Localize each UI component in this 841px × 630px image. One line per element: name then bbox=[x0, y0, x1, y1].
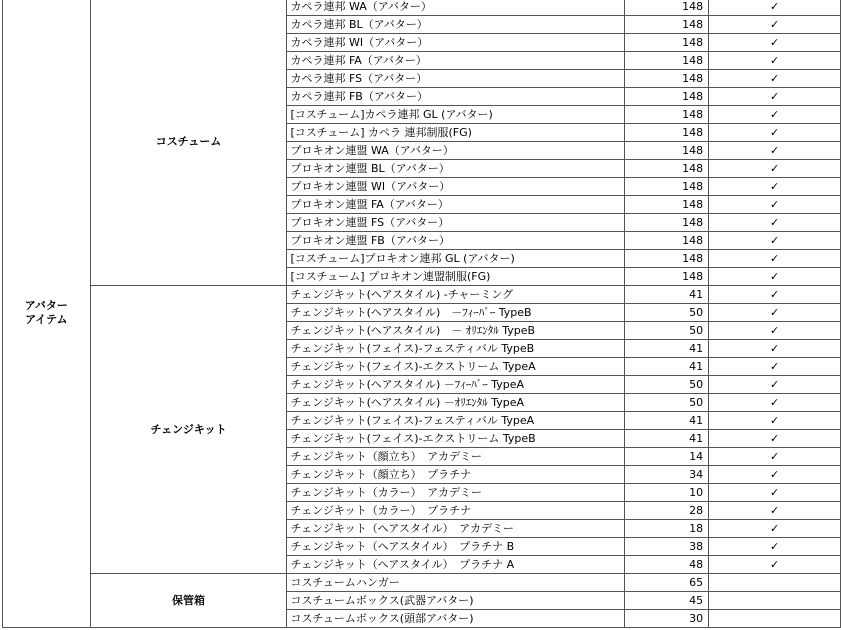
check-mark-icon bbox=[709, 610, 841, 628]
check-mark-icon: ✓ bbox=[709, 232, 841, 250]
item-name-cell: カペラ連邦 WA（アバター） bbox=[287, 0, 624, 16]
price-cell: 148 bbox=[624, 268, 708, 286]
item-name-cell: チェンジキット（顔立ち） プラチナ bbox=[287, 466, 624, 484]
item-name-cell: コスチュームボックス(頭部アバター) bbox=[287, 610, 624, 628]
price-cell: 48 bbox=[624, 556, 708, 574]
item-name-cell: カペラ連邦 FA（アバター） bbox=[287, 52, 624, 70]
table-row bbox=[3, 0, 841, 16]
price-cell: 148 bbox=[624, 16, 708, 34]
price-cell: 148 bbox=[624, 70, 708, 88]
item-name-cell: チェンジキット（カラー） アカデミー bbox=[287, 484, 624, 502]
item-name-cell: チェンジキット（カラー） プラチナ bbox=[287, 502, 624, 520]
item-name-cell: プロキオン連盟 WI（アバター） bbox=[287, 178, 624, 196]
group-name-cell: 保管箱 bbox=[90, 574, 287, 628]
item-name-cell: チェンジキット(フェイス)-エクストリーム TypeA bbox=[287, 358, 624, 376]
price-cell: 41 bbox=[624, 430, 708, 448]
check-mark-icon: ✓ bbox=[709, 484, 841, 502]
price-cell: 148 bbox=[624, 52, 708, 70]
check-mark-icon: ✓ bbox=[709, 70, 841, 88]
item-name-cell: チェンジキット（ヘアスタイル） プラチナ B bbox=[287, 538, 624, 556]
item-name-cell: チェンジキット(フェイス)-エクストリーム TypeB bbox=[287, 430, 624, 448]
item-name-cell: チェンジキット(ヘアスタイル) －ﾌｨｰﾊﾞｰ TypeB bbox=[287, 304, 624, 322]
table-row bbox=[3, 574, 841, 592]
item-name-cell: [コスチューム]カペラ連邦 GL (アバター) bbox=[287, 106, 624, 124]
table-row bbox=[3, 286, 841, 304]
item-name-cell: コスチュームボックス(武器アバター) bbox=[287, 592, 624, 610]
check-mark-icon: ✓ bbox=[709, 16, 841, 34]
check-mark-icon: ✓ bbox=[709, 214, 841, 232]
check-mark-icon: ✓ bbox=[709, 268, 841, 286]
check-mark-icon: ✓ bbox=[709, 142, 841, 160]
table-body bbox=[3, 0, 841, 628]
check-mark-icon: ✓ bbox=[709, 0, 841, 16]
price-cell: 10 bbox=[624, 484, 708, 502]
price-cell: 34 bbox=[624, 466, 708, 484]
price-cell: 18 bbox=[624, 520, 708, 538]
check-mark-icon bbox=[709, 574, 841, 592]
item-name-cell: チェンジキット(ヘアスタイル) －ﾌｨｰﾊﾞｰ TypeA bbox=[287, 376, 624, 394]
category-label-line1: アバター bbox=[24, 298, 68, 312]
check-mark-icon: ✓ bbox=[709, 376, 841, 394]
price-cell: 28 bbox=[624, 502, 708, 520]
item-name-cell: チェンジキット(ヘアスタイル) － ｵﾘｴﾝﾀﾙ TypeB bbox=[287, 322, 624, 340]
item-name-cell: チェンジキット（ヘアスタイル） アカデミー bbox=[287, 520, 624, 538]
item-name-cell: チェンジキット（顔立ち） アカデミー bbox=[287, 448, 624, 466]
group-name-cell: コスチューム bbox=[90, 0, 287, 286]
check-mark-icon: ✓ bbox=[709, 250, 841, 268]
item-name-cell: [コスチューム]プロキオン連邦 GL (アバター) bbox=[287, 250, 624, 268]
check-mark-icon: ✓ bbox=[709, 358, 841, 376]
check-mark-icon: ✓ bbox=[709, 412, 841, 430]
check-mark-icon: ✓ bbox=[709, 34, 841, 52]
check-mark-icon: ✓ bbox=[709, 124, 841, 142]
price-cell: 41 bbox=[624, 340, 708, 358]
item-name-cell: チェンジキット(フェイス)-フェスティバル TypeB bbox=[287, 340, 624, 358]
check-mark-icon: ✓ bbox=[709, 322, 841, 340]
item-name-cell: コスチュームハンガー bbox=[287, 574, 624, 592]
price-cell: 50 bbox=[624, 304, 708, 322]
item-name-cell: プロキオン連盟 FA（アバター） bbox=[287, 196, 624, 214]
check-mark-icon: ✓ bbox=[709, 88, 841, 106]
item-name-cell: チェンジキット(ヘアスタイル) -チャーミング bbox=[287, 286, 624, 304]
price-cell: 148 bbox=[624, 106, 708, 124]
item-name-cell: カペラ連邦 FB（アバター） bbox=[287, 88, 624, 106]
category-cell bbox=[3, 0, 91, 628]
item-name-cell: [コスチューム] プロキオン連盟制服(FG) bbox=[287, 268, 624, 286]
check-mark-icon: ✓ bbox=[709, 52, 841, 70]
item-name-cell: カペラ連邦 FS（アバター） bbox=[287, 70, 624, 88]
group-name-cell: チェンジキット bbox=[90, 286, 287, 574]
price-cell: 45 bbox=[624, 592, 708, 610]
price-cell: 50 bbox=[624, 394, 708, 412]
check-mark-icon: ✓ bbox=[709, 178, 841, 196]
category-label-line2: アイテム bbox=[25, 312, 68, 326]
price-cell: 148 bbox=[624, 124, 708, 142]
item-name-cell: チェンジキット（ヘアスタイル） プラチナ A bbox=[287, 556, 624, 574]
price-cell: 41 bbox=[624, 412, 708, 430]
check-mark-icon: ✓ bbox=[709, 394, 841, 412]
price-cell: 14 bbox=[624, 448, 708, 466]
price-cell: 148 bbox=[624, 142, 708, 160]
price-cell: 30 bbox=[624, 610, 708, 628]
check-mark-icon: ✓ bbox=[709, 430, 841, 448]
item-name-cell: プロキオン連盟 FB（アバター） bbox=[287, 232, 624, 250]
price-cell: 148 bbox=[624, 34, 708, 52]
check-mark-icon: ✓ bbox=[709, 466, 841, 484]
price-cell: 41 bbox=[624, 286, 708, 304]
item-name-cell: プロキオン連盟 BL（アバター） bbox=[287, 160, 624, 178]
price-cell: 41 bbox=[624, 358, 708, 376]
item-name-cell: カペラ連邦 WI（アバター） bbox=[287, 34, 624, 52]
price-cell: 50 bbox=[624, 322, 708, 340]
price-cell: 38 bbox=[624, 538, 708, 556]
price-cell: 148 bbox=[624, 214, 708, 232]
price-cell: 148 bbox=[624, 88, 708, 106]
price-cell: 148 bbox=[624, 0, 708, 16]
check-mark-icon: ✓ bbox=[709, 520, 841, 538]
check-mark-icon: ✓ bbox=[709, 304, 841, 322]
item-name-cell: プロキオン連盟 WA（アバター） bbox=[287, 142, 624, 160]
price-cell: 148 bbox=[624, 160, 708, 178]
item-name-cell: チェンジキット(ヘアスタイル) －ｵﾘｴﾝﾀﾙ TypeA bbox=[287, 394, 624, 412]
item-name-cell: カペラ連邦 BL（アバター） bbox=[287, 16, 624, 34]
check-mark-icon: ✓ bbox=[709, 286, 841, 304]
check-mark-icon: ✓ bbox=[709, 160, 841, 178]
price-cell: 148 bbox=[624, 178, 708, 196]
price-cell: 50 bbox=[624, 376, 708, 394]
check-mark-icon: ✓ bbox=[709, 502, 841, 520]
price-cell: 148 bbox=[624, 232, 708, 250]
price-cell: 65 bbox=[624, 574, 708, 592]
item-price-table bbox=[2, 0, 841, 628]
check-mark-icon bbox=[709, 592, 841, 610]
check-mark-icon: ✓ bbox=[709, 556, 841, 574]
item-name-cell: [コスチューム] カペラ 連邦制服(FG) bbox=[287, 124, 624, 142]
check-mark-icon: ✓ bbox=[709, 538, 841, 556]
price-cell: 148 bbox=[624, 196, 708, 214]
price-cell: 148 bbox=[624, 250, 708, 268]
check-mark-icon: ✓ bbox=[709, 106, 841, 124]
item-name-cell: チェンジキット(フェイス)-フェスティバル TypeA bbox=[287, 412, 624, 430]
check-mark-icon: ✓ bbox=[709, 340, 841, 358]
check-mark-icon: ✓ bbox=[709, 448, 841, 466]
check-mark-icon: ✓ bbox=[709, 196, 841, 214]
item-name-cell: プロキオン連盟 FS（アバター） bbox=[287, 214, 624, 232]
